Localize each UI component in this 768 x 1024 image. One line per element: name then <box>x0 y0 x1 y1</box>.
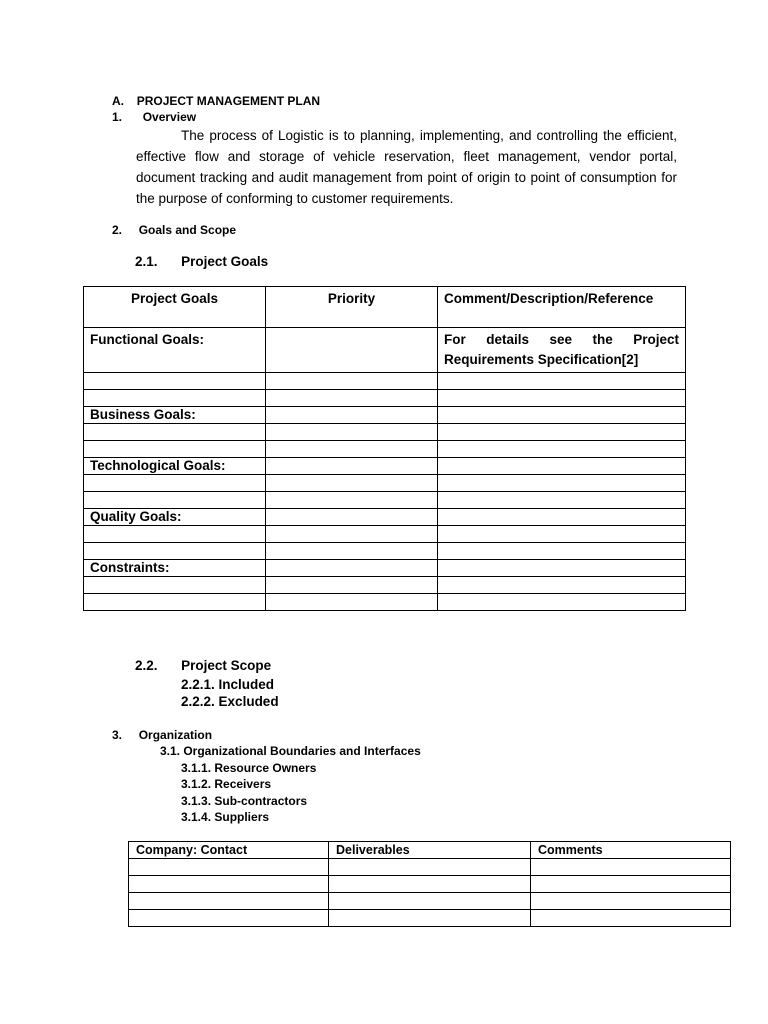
table-cell <box>84 373 266 390</box>
header-comments: Comments <box>531 842 731 859</box>
table-row-quality <box>84 509 686 526</box>
table-cell <box>266 543 438 560</box>
table-cell <box>129 910 329 927</box>
table-row <box>84 424 686 441</box>
table-cell <box>84 594 266 611</box>
table-row <box>129 910 731 927</box>
table-cell <box>266 390 438 407</box>
project-scope-number: 2.2. <box>135 658 158 673</box>
table-row <box>84 373 686 390</box>
included-title: Included <box>218 677 275 692</box>
table-cell <box>266 458 438 475</box>
table-row-constraints <box>84 560 686 577</box>
project-goals-table <box>83 286 686 611</box>
table-cell <box>84 475 266 492</box>
section-a-heading <box>112 94 320 108</box>
table-row <box>84 475 686 492</box>
table-row <box>84 441 686 458</box>
table-cell <box>84 441 266 458</box>
table-row <box>129 893 731 910</box>
overview-title: Overview <box>142 110 197 124</box>
project-scope-heading <box>135 658 271 673</box>
table-cell <box>438 458 686 475</box>
header-deliverables: Deliverables <box>329 842 531 859</box>
table-cell <box>438 390 686 407</box>
table-cell <box>531 859 731 876</box>
constraints-label: Constraints: <box>84 560 266 577</box>
excluded-title: Excluded <box>218 694 279 709</box>
included-heading <box>181 677 274 692</box>
table-cell <box>438 475 686 492</box>
table-row-technological <box>84 458 686 475</box>
header-company-contact: Company: Contact <box>129 842 329 859</box>
header-project-goals: Project Goals <box>84 287 266 328</box>
organization-heading <box>112 728 212 742</box>
table-cell <box>438 594 686 611</box>
table-cell <box>438 577 686 594</box>
table-cell <box>531 876 731 893</box>
table-cell <box>266 441 438 458</box>
table-cell <box>84 526 266 543</box>
table-cell <box>438 509 686 526</box>
section-a-title: PROJECT MANAGEMENT PLAN <box>136 94 321 108</box>
overview-number: 1. <box>112 110 123 124</box>
table-cell <box>438 373 686 390</box>
quality-goals-label: Quality Goals: <box>84 509 266 526</box>
goals-scope-number: 2. <box>112 223 123 237</box>
table-row <box>84 526 686 543</box>
functional-goals-label: Functional Goals: <box>84 328 266 373</box>
table-cell <box>266 424 438 441</box>
table-cell <box>266 373 438 390</box>
table-cell <box>329 893 531 910</box>
project-goals-heading <box>135 254 268 269</box>
header-priority: Priority <box>266 287 438 328</box>
table-row <box>129 876 731 893</box>
goals-scope-title: Goals and Scope <box>138 223 237 237</box>
table-cell <box>84 577 266 594</box>
table-cell <box>438 424 686 441</box>
contacts-table <box>128 841 731 927</box>
table-cell <box>129 876 329 893</box>
organization-title: Organization <box>138 728 213 742</box>
table-cell <box>129 893 329 910</box>
header-comment: Comment/Description/Reference <box>438 287 686 328</box>
table-cell <box>266 492 438 509</box>
excluded-heading <box>181 694 279 709</box>
org-boundaries-heading: 3.1. Organizational Boundaries and Interfaces <box>160 744 421 758</box>
table-row <box>84 390 686 407</box>
excluded-number: 2.2.2. <box>181 694 215 709</box>
overview-heading <box>112 110 196 124</box>
project-goals-title: Project Goals <box>181 254 269 269</box>
functional-comment-cell <box>438 328 686 373</box>
table-row <box>84 577 686 594</box>
table-cell <box>438 526 686 543</box>
overview-paragraph: The process of Logistic is to planning, implementing, and controlling the efficient, effective flow and storage of vehicle reservation, fleet management, vendor portal, document tracking and audit management from point of origin to point of consumption for the purpose of conforming to customer requirements. <box>136 128 677 206</box>
organization-number: 3. <box>112 728 123 742</box>
table-row-business <box>84 407 686 424</box>
table-cell <box>438 441 686 458</box>
table-cell <box>531 893 731 910</box>
table-cell <box>438 407 686 424</box>
table-cell <box>438 492 686 509</box>
org-item-resource-owners: 3.1.1. Resource Owners <box>181 761 317 775</box>
table-cell <box>266 509 438 526</box>
table-cell <box>84 492 266 509</box>
org-item-receivers: 3.1.2. Receivers <box>181 777 272 791</box>
table-cell <box>329 910 531 927</box>
table-cell <box>329 859 531 876</box>
functional-comment-line2: Requirements Specification[2] <box>444 352 639 367</box>
table-row <box>84 492 686 509</box>
included-number: 2.2.1. <box>181 677 215 692</box>
table-cell <box>266 407 438 424</box>
technological-goals-label: Technological Goals: <box>84 458 266 475</box>
section-a-number: A. <box>112 94 124 108</box>
table-cell <box>266 560 438 577</box>
table-cell <box>531 910 731 927</box>
goals-scope-heading <box>112 223 236 237</box>
table-cell <box>266 594 438 611</box>
org-item-sub-contractors: 3.1.3. Sub-contractors <box>181 794 308 808</box>
table-cell <box>129 859 329 876</box>
table-cell <box>266 577 438 594</box>
table-cell <box>438 543 686 560</box>
table-row <box>84 594 686 611</box>
table-cell <box>329 876 531 893</box>
org-item-suppliers: 3.1.4. Suppliers <box>181 810 270 824</box>
table-row-functional <box>84 328 686 373</box>
table-cell <box>438 560 686 577</box>
table-cell <box>84 543 266 560</box>
functional-comment-line1: For details see the Project <box>444 332 679 347</box>
table-row <box>84 543 686 560</box>
table-header-row <box>84 287 686 328</box>
table-cell <box>84 424 266 441</box>
table-row <box>129 859 731 876</box>
contacts-header-row <box>129 842 731 859</box>
table-cell <box>84 390 266 407</box>
project-scope-title: Project Scope <box>181 658 272 673</box>
table-cell <box>266 475 438 492</box>
table-cell <box>266 328 438 373</box>
business-goals-label: Business Goals: <box>84 407 266 424</box>
table-cell <box>266 526 438 543</box>
project-goals-number: 2.1. <box>135 254 158 269</box>
